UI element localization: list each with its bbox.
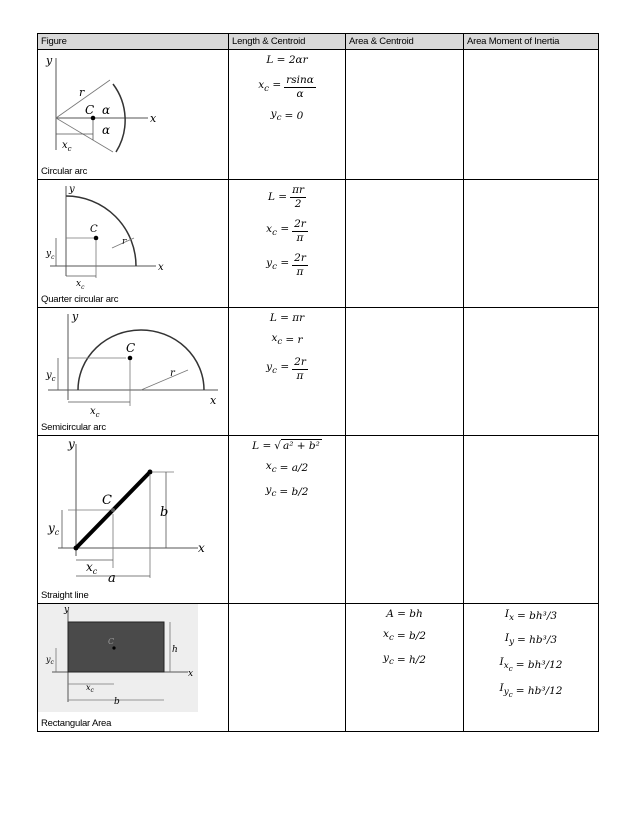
fig3-label-yc: $y_c$ (46, 370, 56, 383)
inertia-cell-quarter-arc (464, 180, 599, 308)
fig1-label-alpha-1: α (102, 103, 111, 117)
header-row (38, 34, 599, 50)
straight-line-figure (38, 436, 213, 584)
figure-cell-circular-arc (38, 50, 229, 180)
header-figure: Figure (38, 34, 229, 50)
eq-L-circular-arc: L = 2αr (266, 54, 308, 66)
eq-yc-quarter-arc: $y_c$ = $\frac{2r}{\pi}$ (266, 252, 306, 278)
length-cell-semicircular-arc (229, 308, 346, 436)
eq-L-semicircular-arc: L = πr (269, 312, 305, 324)
figure-cell-quarter-arc (38, 180, 229, 308)
header-area-centroid: Area & Centroid (346, 34, 464, 50)
fig5-label-C: C (108, 637, 115, 646)
fig5-label-xc: $x_c$ (86, 683, 94, 694)
inertia-cell-rectangular-area (464, 604, 599, 732)
figure-cell-straight-line (38, 436, 229, 604)
table-row (38, 50, 599, 180)
eq-xc-straight-line: $x_c$ = a/2 (265, 460, 309, 476)
caption-straight-line: Straight line (41, 590, 89, 601)
fig1-label-alpha-2: α (102, 123, 111, 137)
caption-semicircular-arc: Semicircular arc (41, 422, 106, 433)
fig4-label-b: b (160, 505, 169, 520)
fig2-label-y: y (69, 184, 75, 195)
figure-cell-rectangular-area (38, 604, 229, 732)
fig4-label-yc: $y_c$ (48, 521, 60, 537)
fig3-label-r: r (170, 368, 175, 379)
fig4-label-C: C (102, 493, 112, 508)
caption-rectangular-area: Rectangular Area (41, 718, 112, 729)
fig3-label-C: C (126, 341, 136, 355)
caption-quarter-arc: Quarter circular arc (41, 294, 119, 305)
fig2-label-x: x (158, 262, 164, 273)
fig4-label-xc: $x_c$ (86, 560, 98, 576)
eq-yc-circular-arc: $y_c$ = 0 (270, 108, 304, 124)
table-row (38, 308, 599, 436)
fig5-label-h: h (172, 645, 178, 655)
area-cell-straight-line (346, 436, 464, 604)
inertia-cell-semicircular-arc (464, 308, 599, 436)
fig3-label-x: x (210, 394, 217, 407)
area-cell-semicircular-arc (346, 308, 464, 436)
fig1-label-xc: $x_c$ (62, 140, 72, 153)
inertia-cell-straight-line (464, 436, 599, 604)
eq-yc-straight-line: $y_c$ = b/2 (265, 484, 309, 500)
eq-Iy: $I_y$ = hb³/3 (504, 632, 558, 648)
eq-xc-circular-arc: $x_c$ = $\frac{rsin\alpha}{\alpha}$ (258, 74, 314, 100)
fig5-label-yc: $y_c$ (46, 655, 54, 666)
table-row (38, 604, 599, 732)
fig4-label-y: y (68, 437, 75, 451)
fig1-label-x: x (150, 112, 157, 125)
length-cell-quarter-arc (229, 180, 346, 308)
header-length-centroid: Length & Centroid (229, 34, 346, 50)
eq-Iyc: $I_{y_c}$ = hb³/12 (499, 682, 563, 699)
rectangular-area-figure (38, 604, 203, 714)
fig3-label-xc: $x_c$ (90, 406, 100, 419)
circular-arc-figure (38, 50, 188, 160)
fig2-label-r: r (122, 237, 127, 247)
fig5-label-x: x (188, 669, 194, 679)
length-cell-rectangular-area (229, 604, 346, 732)
area-cell-quarter-arc (346, 180, 464, 308)
fig4-label-x: x (198, 541, 205, 555)
eq-A-rectangular-area: A = bh (386, 608, 423, 620)
fig2-label-yc: $y_c$ (46, 249, 55, 261)
eq-xc-quarter-arc: $x_c$ = $\frac{2r}{\pi}$ (266, 218, 306, 244)
eq-xc-semicircular-arc: $x_c$ = r (271, 332, 303, 348)
table-row (38, 180, 599, 308)
eq-xc-rectangular-area: $x_c$ = b/2 (383, 628, 426, 644)
fig4-label-a: a (108, 571, 116, 584)
eq-L-quarter-arc: L = $\frac{\pi r}{2}$ (267, 184, 305, 210)
eq-yc-rectangular-area: $y_c$ = h/2 (383, 652, 426, 668)
figure-cell-semicircular-arc (38, 308, 229, 436)
inertia-cell-circular-arc (464, 50, 599, 180)
caption-circular-arc: Circular arc (41, 166, 88, 177)
fig1-label-C: C (85, 103, 95, 117)
semicircular-arc-figure (38, 308, 223, 420)
length-cell-circular-arc (229, 50, 346, 180)
quarter-arc-figure (38, 180, 188, 290)
fig2-label-xc: $x_c$ (76, 279, 85, 290)
fig5-label-b: b (114, 697, 120, 707)
fig5-label-y: y (64, 605, 70, 615)
fig3-label-y: y (72, 310, 79, 323)
eq-Ixc: $I_{x_c}$ = bh³/12 (499, 656, 563, 674)
header-moment-inertia: Area Moment of Inertia (464, 34, 599, 50)
area-cell-circular-arc (346, 50, 464, 180)
properties-table (37, 33, 599, 732)
eq-yc-semicircular-arc: $y_c$ = $\frac{2r}{\pi}$ (266, 356, 306, 383)
eq-L-straight-line: L = √ a² + b² (252, 440, 320, 452)
table-row (38, 436, 599, 604)
fig1-label-r: r (79, 86, 85, 99)
fig2-label-C: C (90, 224, 98, 235)
fig1-label-y: y (46, 54, 53, 67)
eq-Ix: $I_x$ = bh³/3 (504, 608, 558, 624)
area-cell-rectangular-area (346, 604, 464, 732)
length-cell-straight-line (229, 436, 346, 604)
